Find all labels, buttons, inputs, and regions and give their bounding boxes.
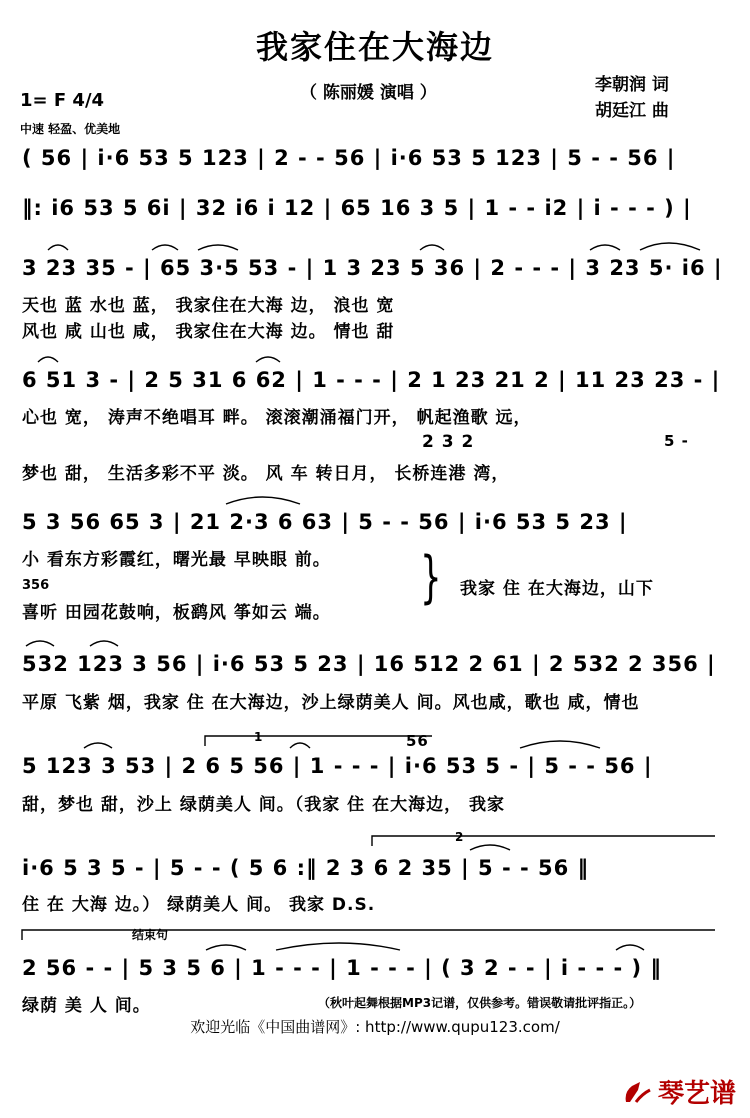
score-line-7: 5 123 3 53 | 2 6 5 56 | 1 - - - | i·6 53 5 - | 5 - - 56 | [22,754,653,778]
upper-notes-4-right: 5 - [664,432,689,450]
score-line-3: 3 23 35 - | 65 3·5 53 - | 1 3 23 5 36 | 2 - - - | 3 23 5· i6 | [22,256,723,280]
ending-label: 结束句 [132,928,169,942]
lyric-line-3b: 风也 咸 山也 咸， 我家住在大海 边。 情也 甜 [22,322,395,342]
upper-notes-4: 2 3 2 [422,432,475,452]
lyric-line-9: 绿荫 美 人 间。 [22,996,151,1016]
lyric-line-3a: 天也 蓝 水也 蓝， 我家住在大海 边， 浪也 宽 [22,296,395,316]
lyric-line-5-right: 我家 住 在大海边，山下 [460,579,654,599]
lyric-line-5b: 喜听 田园花鼓响，板鹞风 筝如云 端。 [22,603,331,623]
score-line-8: i·6 5 3 5 - | 5 - - ( 5 6 :‖ 2 3 6 2 35 | 5 - - 56 ‖ [22,856,590,880]
lyric-line-5a: 小 看东方彩霞红，曙光最 早映眼 前。 [22,550,331,570]
transcription-note: （秋叶起舞根据MP3记谱，仅供参考。错误敬请批评指正。） [318,996,642,1010]
song-title: 我家住在大海边 [255,28,494,66]
volta-1-note: 56 [406,732,429,750]
site-footer: 欢迎光临《中国曲谱网》: http://www.qupu123.com/ [190,1018,560,1036]
brand-logo [622,1073,736,1110]
key-signature: 1= F 4/4 [20,90,105,111]
score-line-5: 5 3 56 65 3 | 21 2·3 6 63 | 5 - - 56 | i·6 53 5 23 | [22,510,628,534]
volta-2-number: 2 [455,830,464,844]
brand-name: 琴艺谱 [657,1079,736,1109]
volta-1-number: 1 [254,730,263,744]
score-line-4: 6 51 3 - | 2 5 31 6 62 | 1 - - - | 2 1 23 21 2 | 11 23 23 - | [22,368,721,392]
score-line-2: ‖: i6 53 5 6i | 32 i6 i 12 | 65 16 3 5 | 1 - - i2 | i - - - ) | [22,196,692,220]
brace-symbol: } [420,545,442,610]
upper-notes-5: 356 [22,578,50,593]
lyricist-credit: 李朝润 词 [595,75,669,95]
lyric-line-8: 住 在 大海 边。） 绿荫美人 间。 我家 D.S. [22,895,376,915]
lyric-line-4a: 心也 宽， 涛声不绝唱耳 畔。 滚滚潮涌福门开， 帆起渔歌 远， [22,408,532,428]
performer-credit: （ 陈丽媛 演唱 ） [300,83,437,103]
score-line-1: ( 56 | i·6 53 5 123 | 2 - - 56 | i·6 53 5 123 | 5 - - 56 | [22,146,676,170]
score-line-9: 2 56 - - | 5 3 5 6 | 1 - - - | 1 - - - | ( 3 2 - - | i - - - ) ‖ [22,956,662,980]
lyric-line-7: 甜，梦也 甜，沙上 绿荫美人 间。（我家 住 在大海边， 我家 [22,795,506,815]
lyric-line-6: 平原 飞紫 烟，我家 住 在大海边，沙上绿荫美人 间。风也咸，歌也 咸，情也 [22,693,640,713]
tempo-marking: 中速 轻盈、优美地 [20,122,121,136]
composer-credit: 胡廷江 曲 [595,101,669,121]
music-note-icon [622,1078,654,1106]
score-line-6: 532 123 3 56 | i·6 53 5 23 | 16 512 2 61 | 2 532 2 356 | [22,652,716,676]
lyric-line-4b: 梦也 甜， 生活多彩不平 淡。 风 车 转日月， 长桥连港 湾， [22,464,510,484]
